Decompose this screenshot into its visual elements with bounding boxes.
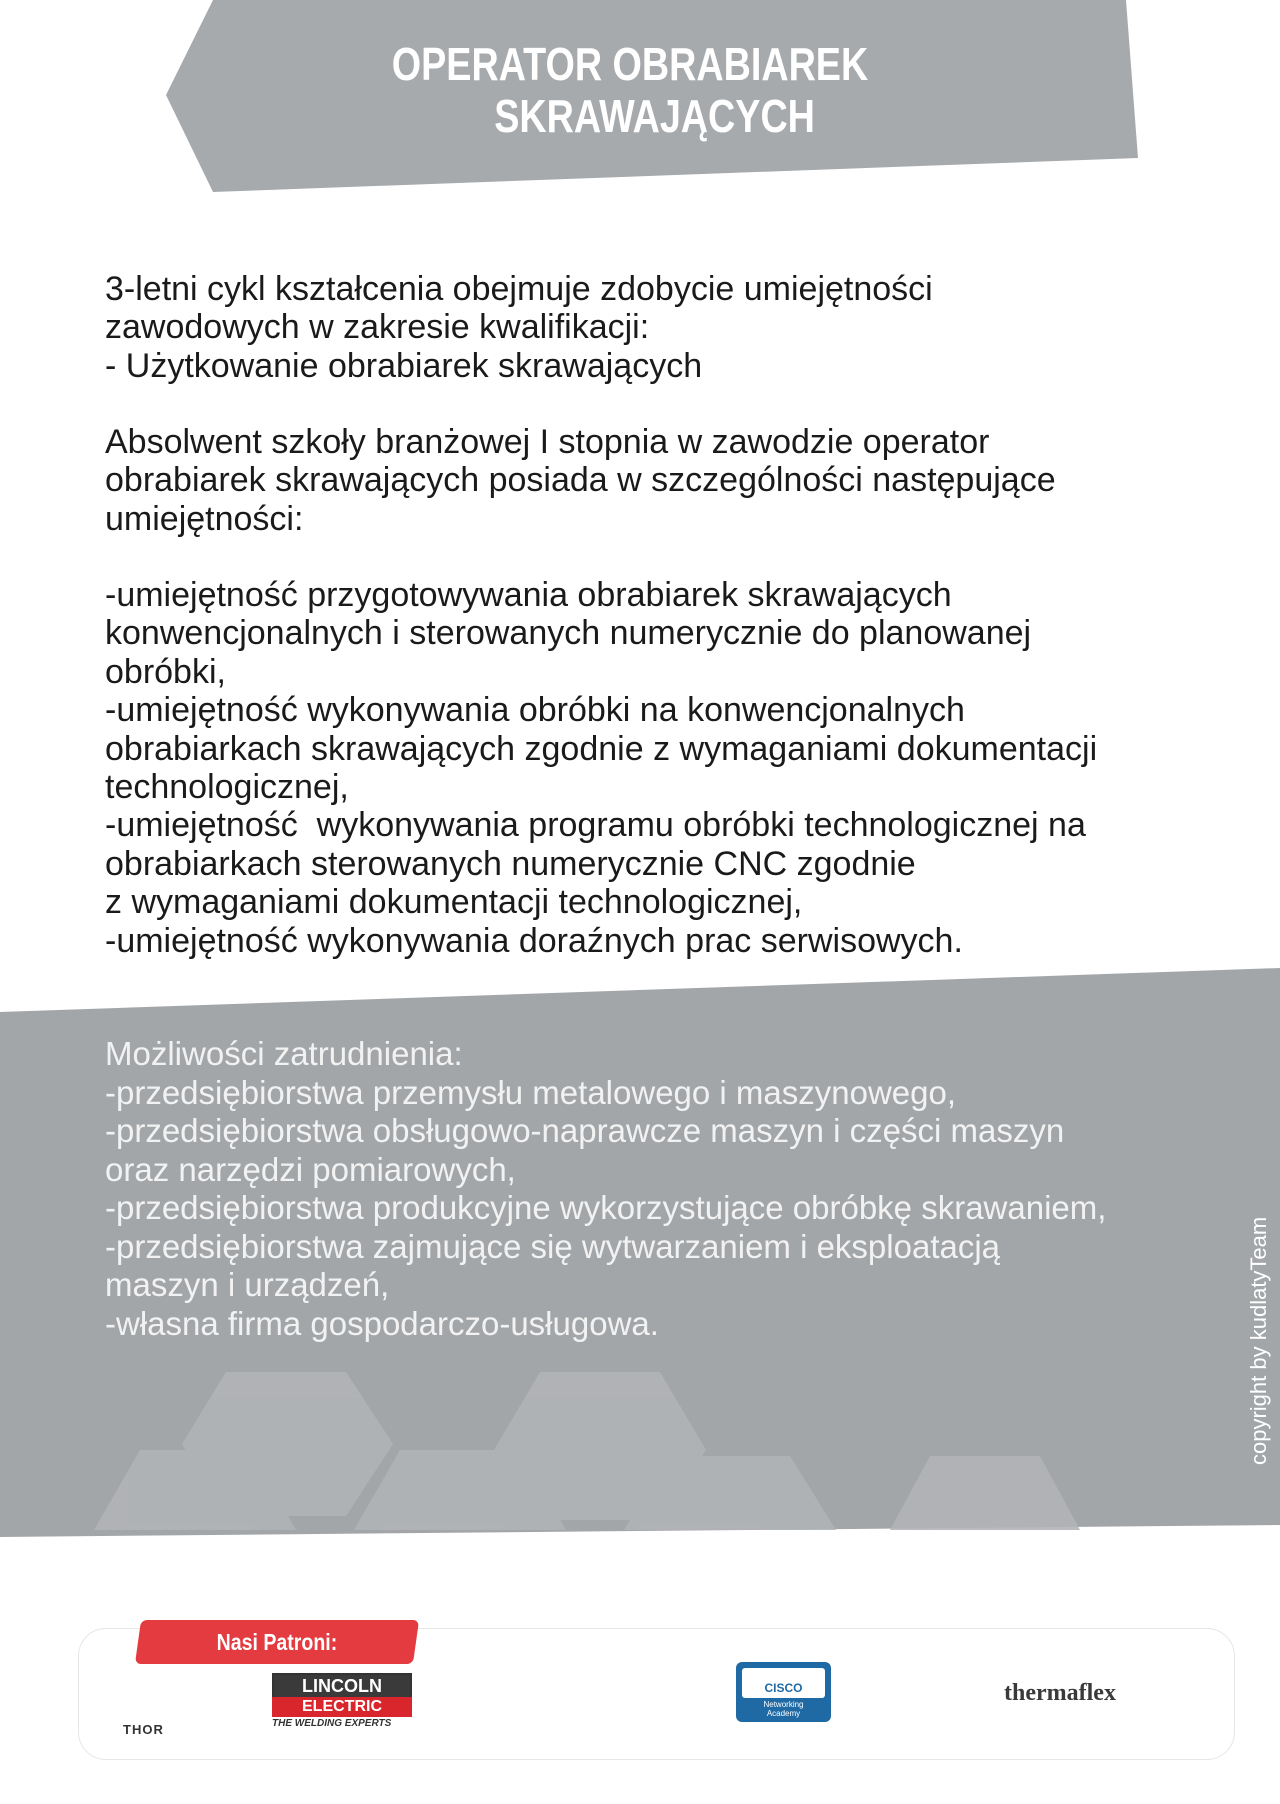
- skills-line: obrabiarkach skrawających zgodnie z wymaganiami dokumentacji: [105, 729, 1098, 768]
- employment-list: [105, 1035, 1255, 1343]
- microsoft-dreamspark-logo: [505, 1663, 627, 1733]
- cisco-logo-name: CISCO: [742, 1668, 825, 1698]
- lincoln-logo-bottom: ELECTRIC: [272, 1697, 412, 1717]
- lincoln-logo-top: LINCOLN: [272, 1673, 412, 1699]
- skills-line: -umiejętność przygotowywania obrabiarek skrawających: [105, 576, 952, 614]
- skills-line: -umiejętność wykonywania obróbki na konwencjonalnych: [105, 691, 965, 730]
- employment-line: -przedsiębiorstwa obsługowo-naprawcze maszyn i części maszyn: [105, 1112, 1065, 1149]
- graduate-line: obrabiarek skrawających posiada w szczególności następujące: [105, 461, 1056, 500]
- skills-list: [105, 576, 1225, 960]
- employment-line: Możliwości zatrudnienia:: [105, 1035, 463, 1072]
- graduate-line: umiejętności:: [105, 499, 304, 538]
- intro-line: zawodowych w zakresie kwalifikacji:: [105, 308, 650, 347]
- graduate-line: Absolwent szkoły branżowej I stopnia w zawodzie operator: [105, 423, 990, 461]
- employment-line: -własna firma gospodarczo-usługowa.: [105, 1304, 659, 1342]
- skills-line: obrabiarkach sterowanych numerycznie CNC zgodnie: [105, 844, 916, 883]
- cisco-sub-line-1: Networking: [763, 1700, 804, 1709]
- employment-line: -przedsiębiorstwa zajmujące się wytwarzaniem i eksploatacją: [105, 1227, 1001, 1265]
- thermaflex-logo-text: thermaflex: [1004, 1680, 1116, 1706]
- skills-line: -umiejętność wykonywania doraźnych prac serwisowych.: [105, 921, 963, 960]
- employment-line: oraz narzędzi pomiarowych,: [105, 1150, 516, 1188]
- cisco-logo-sub: [736, 1700, 831, 1718]
- patrons-label-badge: [135, 1620, 419, 1664]
- patrons-label: Nasi Patroni:: [216, 1629, 338, 1655]
- skills-line: technologicznej,: [105, 768, 349, 807]
- cisco-academy-logo: [736, 1662, 831, 1722]
- skills-line: obróbki,: [105, 652, 226, 691]
- title-line-1: OPERATOR OBRABIAREK: [391, 38, 869, 90]
- employment-line: maszyn i urządzeń,: [105, 1266, 390, 1303]
- dreamspark-line-1: Microsoft: [553, 1673, 594, 1684]
- thor-logo-text: THOR: [123, 1722, 164, 1737]
- graduate-paragraph: [105, 423, 1225, 538]
- cisco-sub-line-2: Academy: [766, 1709, 801, 1718]
- skills-line: -umiejętność wykonywania programu obróbki technologicznej na: [105, 806, 1086, 845]
- title-line-2: SKRAWAJĄCYCH: [494, 90, 815, 142]
- skills-line: z wymaganiami dokumentacji technologicznej,: [105, 883, 803, 922]
- dreamspark-line-2: DreamSpark: [553, 1684, 610, 1695]
- intro-line: 3-letni cykl kształcenia obejmuje zdobycie umiejętności: [105, 270, 933, 308]
- skills-line: konwencjonalnych i sterowanych numerycznie do planowanej: [105, 614, 1032, 653]
- lincoln-electric-logo: [272, 1673, 412, 1717]
- employment-line: -przedsiębiorstwa przemysłu metalowego i maszynowego,: [105, 1073, 957, 1111]
- page-title: [384, 38, 876, 142]
- intro-paragraph: [105, 270, 1225, 385]
- copyright-note: copyright by kudlatyTeam: [1246, 1216, 1271, 1465]
- lincoln-tagline: THE WELDING EXPERTS: [272, 1718, 392, 1729]
- employment-line: -przedsiębiorstwa produkcyjne wykorzystujące obróbkę skrawaniem,: [105, 1189, 1107, 1226]
- intro-line: - Użytkowanie obrabiarek skrawających: [105, 346, 703, 385]
